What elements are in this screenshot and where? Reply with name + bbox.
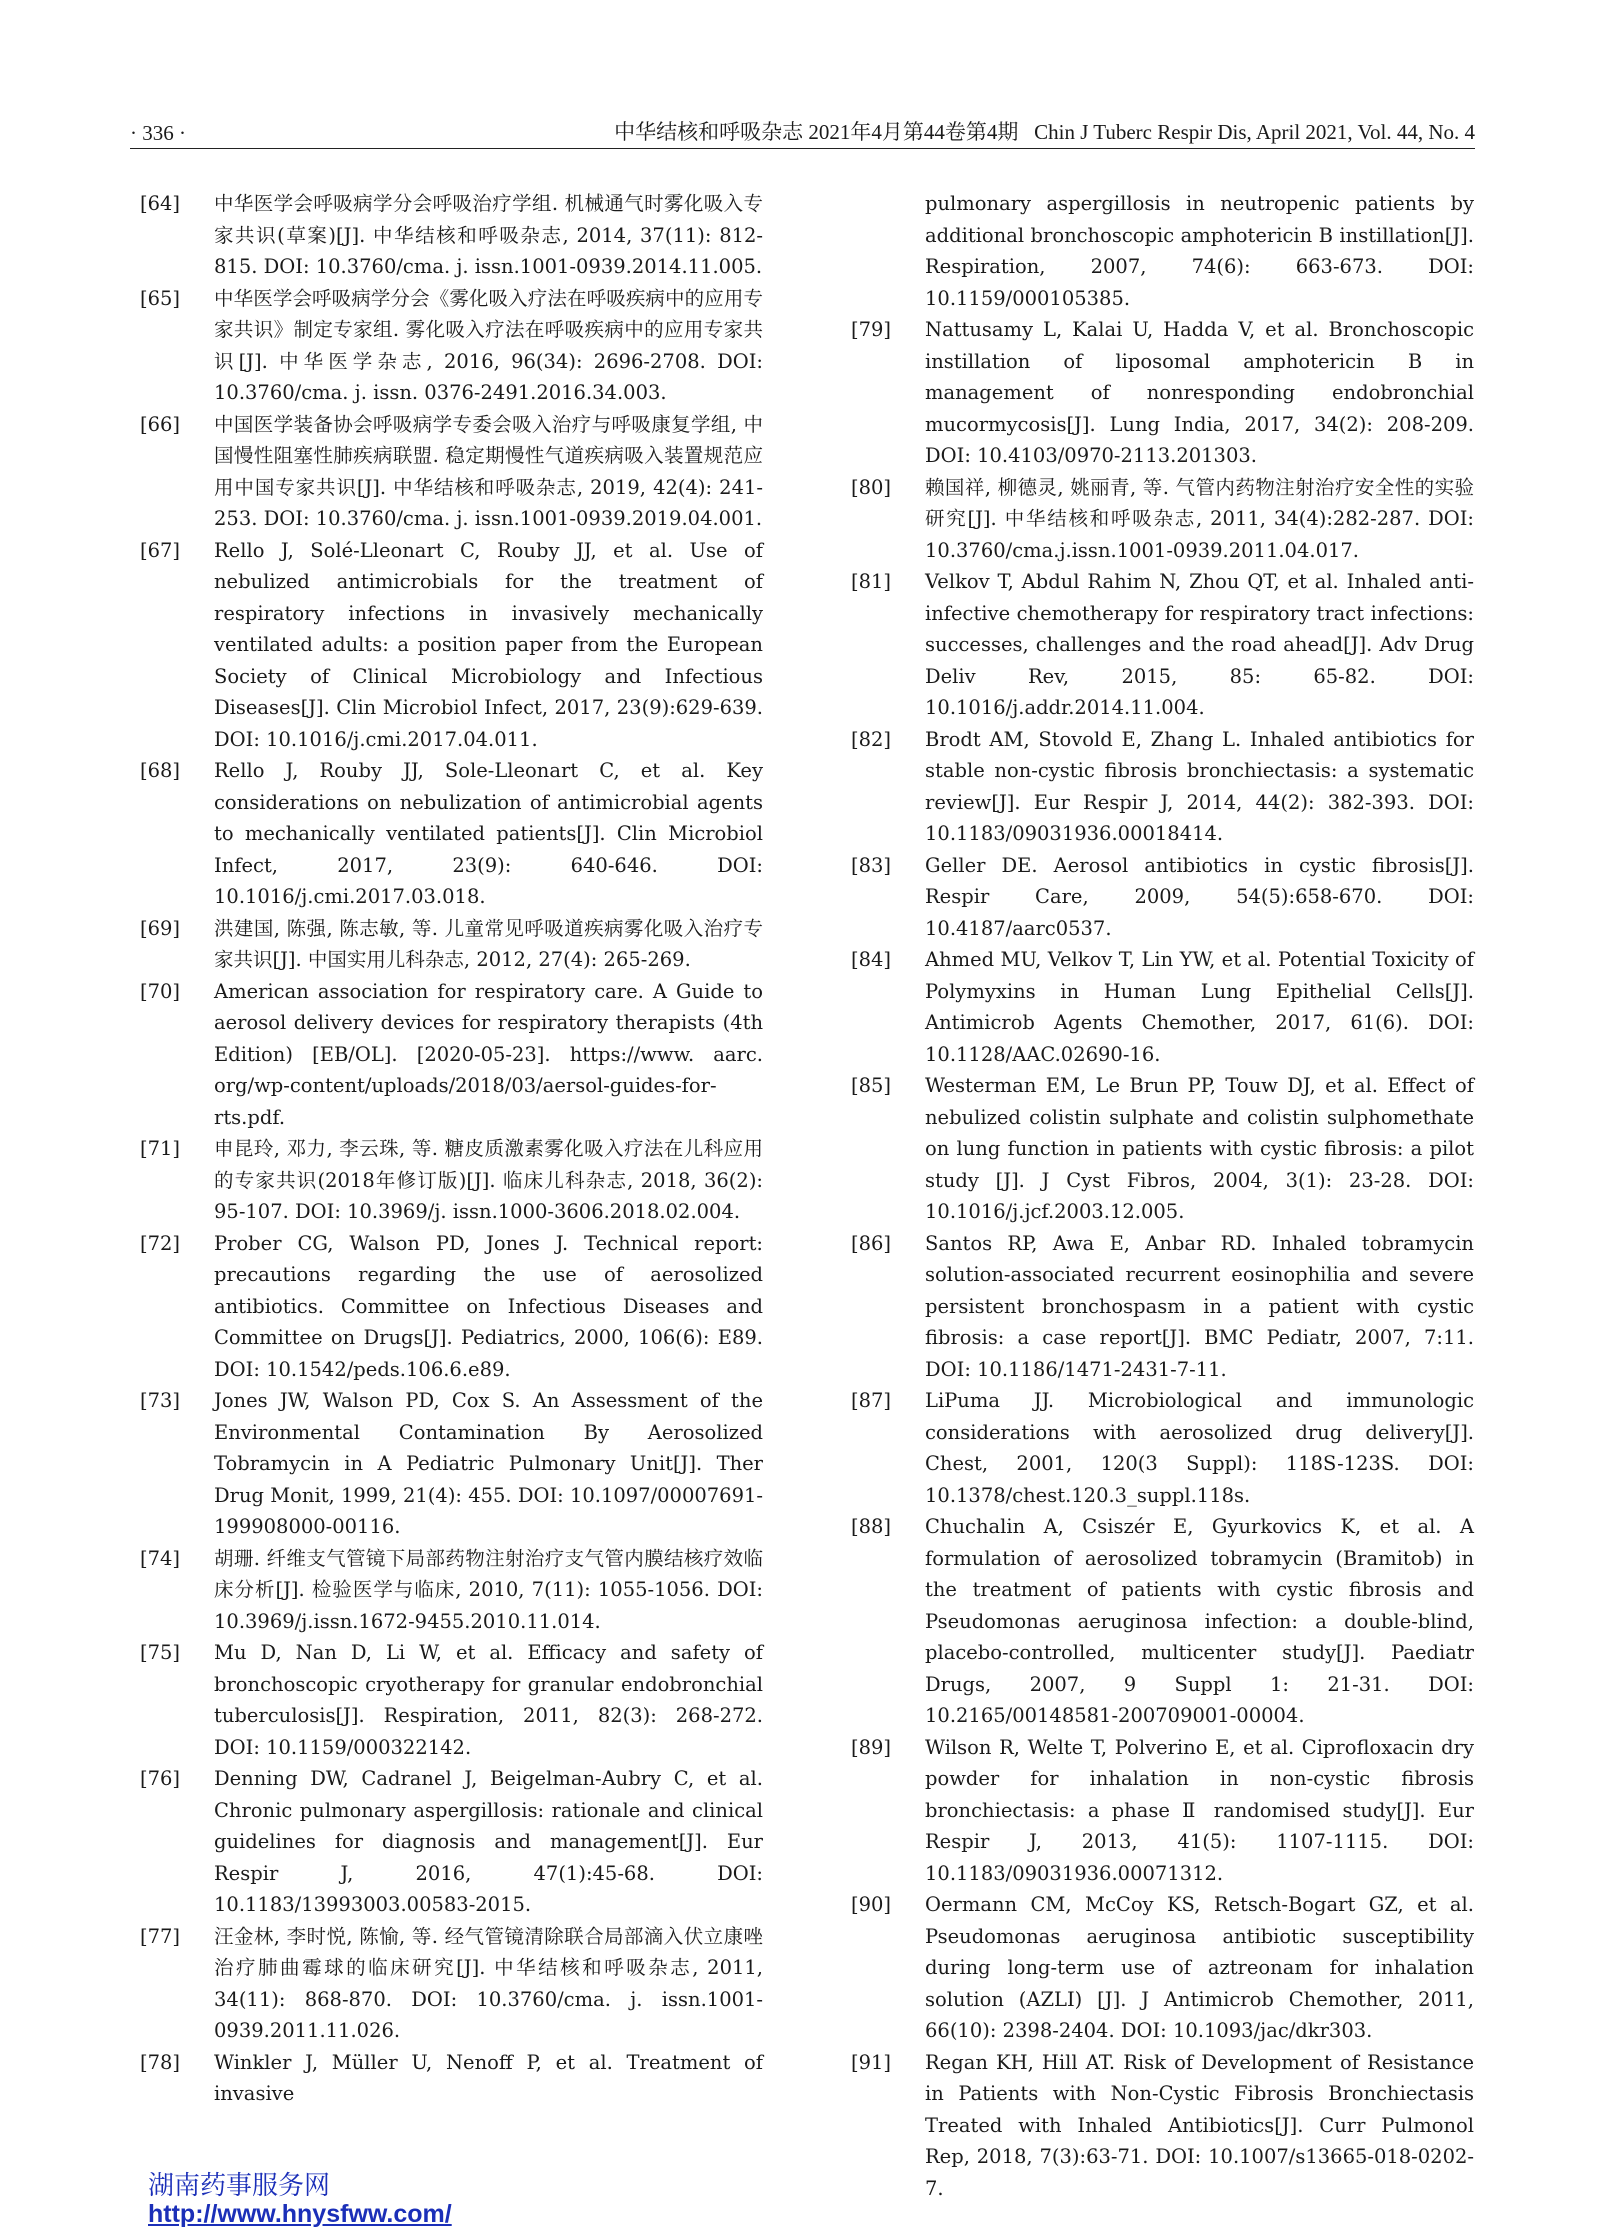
reference-entry bbox=[851, 1511, 1474, 1732]
reference-number: [68] bbox=[140, 759, 181, 782]
reference-number: [79] bbox=[851, 318, 892, 341]
reference-number: [78] bbox=[140, 2050, 181, 2074]
reference-entry bbox=[851, 188, 1474, 314]
footer-site-link[interactable]: http://www.hnysfww.com/ bbox=[148, 2200, 452, 2228]
reference-number: [71] bbox=[140, 1137, 181, 1160]
reference-text: Regan KH, Hill AT. Risk of Development of Resistance in Patients with Non-Cystic Fibrosis Bronchiectasis Treated with Inhaled Antibiotics[J]. Curr Pulmonol Rep, 2018, 7(3):63-71. DOI: 10.1007/s13665-018-0202-7. bbox=[925, 2050, 1474, 2200]
reference-entry bbox=[851, 1385, 1474, 1511]
reference-entry bbox=[140, 1763, 763, 1921]
reference-entry bbox=[851, 1070, 1474, 1228]
references-right-column bbox=[851, 188, 1474, 2204]
reference-text: Chuchalin A, Csiszér E, Gyurkovics K, et al. A formulation of aerosolized tobramycin (Bramitob) in the treatment of patients with cystic fibrosis and Pseudomonas aeruginosa infection: a double-blind, placebo-controlled, multicenter study[J]. Paediatr Drugs, 2007, 9 Suppl 1: 21-31. DOI: 10.2165/00148581-200709001-00004. bbox=[925, 1515, 1474, 1727]
reference-entry bbox=[140, 2047, 763, 2110]
reference-number: [87] bbox=[851, 1389, 892, 1412]
reference-text: Westerman EM, Le Brun PP, Touw DJ, et al. Effect of nebulized colistin sulphate and colistin sulphomethate on lung function in patients with cystic fibrosis: a pilot study [J]. J Cyst Fibros, 2004, 3(1): 23-28. DOI: 10.1016/j.jcf.2003.12.005. bbox=[925, 1074, 1474, 1223]
reference-text: Oermann CM, McCoy KS, Retsch-Bogart GZ, et al. Pseudomonas aeruginosa antibiotic susceptibility during long-term use of aztreonam for inhalation solution (AZLI) [J]. J Antimicrob Chemother, 2011, 66(10): 2398-2404. DOI: 10.1093/jac/dkr303. bbox=[925, 1893, 1474, 2042]
reference-entry bbox=[851, 944, 1474, 1070]
reference-text: Denning DW, Cadranel J, Beigelman-Aubry C, et al. Chronic pulmonary aspergillosis: rationale and clinical guidelines for diagnosis and management[J]. Eur Respir J, 2016, 47(1):45-68. DOI: 10.1183/13993003.00583-2015. bbox=[214, 1767, 763, 1916]
reference-text: Winkler J, Müller U, Nenoff P, et al. Treatment of invasive bbox=[214, 2050, 763, 2105]
header-rule bbox=[130, 148, 1475, 149]
reference-entry bbox=[140, 913, 763, 976]
reference-number: [72] bbox=[140, 1231, 181, 1255]
reference-entry bbox=[851, 850, 1474, 945]
reference-text: 赖国祥, 柳德灵, 姚丽青, 等. 气管内药物注射治疗安全性的实验研究[J]. 中华结核和呼吸杂志, 2011, 34(4):282-287. DOI: 10.3760/cma.j.issn.1001-0939.2011.04.017. bbox=[925, 475, 1474, 562]
reference-text: 洪建国, 陈强, 陈志敏, 等. 儿童常见呼吸道疾病雾化吸入治疗专家共识[J]. 中国实用儿科杂志, 2012, 27(4): 265-269. bbox=[214, 916, 763, 971]
reference-text: 中国医学装备协会呼吸病学专委会吸入治疗与呼吸康复学组, 中国慢性阻塞性肺疾病联盟. 稳定期慢性气道疾病吸入装置规范应用中国专家共识[J]. 中华结核和呼吸杂志, 2019, 42(4): 241-253. DOI: 10.3760/cma. j. issn.1001-0939.2019.04.001. bbox=[214, 412, 763, 530]
reference-number: [65] bbox=[140, 286, 181, 310]
reference-number: [70] bbox=[140, 979, 181, 1003]
reference-entry bbox=[851, 566, 1474, 724]
reference-entry bbox=[851, 2047, 1474, 2205]
reference-text: pulmonary aspergillosis in neutropenic patients by additional bronchoscopic amphotericin B instillation[J]. Respiration, 2007, 74(6): 663-673. DOI: 10.1159/000105385. bbox=[925, 192, 1474, 310]
reference-text: Nattusamy L, Kalai U, Hadda V, et al. Bronchoscopic instillation of liposomal amphotericin B in management of nonresponding endobronchial mucormycosis[J]. Lung India, 2017, 34(2): 208-209. DOI: 10.4103/0970-2113.201303. bbox=[925, 318, 1474, 467]
reference-entry bbox=[140, 1228, 763, 1386]
reference-number: [89] bbox=[851, 1735, 892, 1759]
reference-text: Brodt AM, Stovold E, Zhang L. Inhaled antibiotics for stable non-cystic fibrosis bronchiectasis: a systematic review[J]. Eur Respir J, 2014, 44(2): 382-393. DOI: 10.1183/09031936.00018414. bbox=[925, 727, 1474, 845]
reference-number: [86] bbox=[851, 1231, 892, 1255]
reference-text: Velkov T, Abdul Rahim N, Zhou QT, et al. Inhaled anti-infective chemotherapy for respiratory tract infections: successes, challenges and the road ahead[J]. Adv Drug Deliv Rev, 2015, 85: 65-82. DOI: 10.1016/j.addr.2014.11.004. bbox=[925, 570, 1474, 719]
reference-entry bbox=[851, 1889, 1474, 2047]
reference-number: [82] bbox=[851, 727, 892, 751]
reference-number: [88] bbox=[851, 1515, 892, 1538]
reference-number: [90] bbox=[851, 1893, 892, 1916]
reference-number: [80] bbox=[851, 475, 892, 499]
reference-number: [83] bbox=[851, 853, 892, 877]
reference-text: 申昆玲, 邓力, 李云珠, 等. 糖皮质激素雾化吸入疗法在儿科应用的专家共识(2018年修订版)[J]. 临床儿科杂志, 2018, 36(2): 95-107. DOI: 10.3969/j. issn.1000-3606.2018.02.004. bbox=[214, 1137, 763, 1223]
reference-text: Mu D, Nan D, Li W, et al. Efficacy and safety of bronchoscopic cryotherapy for granular endobronchial tuberculosis[J]. Respiration, 2011, 82(3): 268-272. DOI: 10.1159/000322142. bbox=[214, 1641, 763, 1759]
reference-number: [75] bbox=[140, 1641, 181, 1664]
reference-number: [69] bbox=[140, 916, 181, 940]
reference-number: [76] bbox=[140, 1767, 181, 1790]
reference-entry bbox=[140, 976, 763, 1134]
reference-number: [64] bbox=[140, 192, 181, 215]
reference-entry bbox=[140, 1921, 763, 2047]
reference-number: [67] bbox=[140, 538, 181, 562]
reference-number: [74] bbox=[140, 1546, 181, 1570]
reference-number: [91] bbox=[851, 2050, 892, 2074]
reference-text: Rello J, Solé-Lleonart C, Rouby JJ, et al. Use of nebulized antimicrobials for the treatment of respiratory infections in invasively mechanically ventilated adults: a position paper from the European Society of Clinical Microbiology and Infectious Diseases[J]. Clin Microbiol Infect, 2017, 23(9):629-639. DOI: 10.1016/j.cmi.2017.04.011. bbox=[214, 538, 763, 751]
reference-entry bbox=[140, 283, 763, 409]
reference-number: [66] bbox=[140, 412, 181, 436]
reference-text: Ahmed MU, Velkov T, Lin YW, et al. Potential Toxicity of Polymyxins in Human Lung Epithelial Cells[J]. Antimicrob Agents Chemother, 2017, 61(6). DOI: 10.1128/AAC.02690-16. bbox=[925, 948, 1474, 1066]
reference-entry bbox=[140, 188, 763, 283]
reference-text: Jones JW, Walson PD, Cox S. An Assessment of the Environmental Contamination By Aerosolized Tobramycin in A Pediatric Pulmonary Unit[J]. Ther Drug Monit, 1999, 21(4): 455. DOI: 10.1097/00007691-199908000-00116. bbox=[214, 1389, 763, 1538]
page-number: · 336 · bbox=[130, 121, 186, 145]
reference-text: Santos RP, Awa E, Anbar RD. Inhaled tobramycin solution-associated recurrent eosinophilia and severe persistent bronchospasm in a patient with cystic fibrosis: a case report[J]. BMC Pediatr, 2007, 7:11. DOI: 10.1186/1471-2431-7-11. bbox=[925, 1231, 1474, 1381]
reference-text: American association for respiratory care. A Guide to aerosol delivery devices for respiratory therapists (4th Edition) [EB/OL]. [2020-05-23]. https://www. aarc. org/wp-content/uploads/2018/03/aersol-guides-for-rts.pdf. bbox=[214, 979, 763, 1129]
journal-citation-line: 中华结核和呼吸杂志 2021年4月第44卷第4期 Chin J Tuberc Respir Dis, April 2021, Vol. 44, No. 4 bbox=[614, 120, 1475, 144]
reference-number: [85] bbox=[851, 1074, 892, 1097]
reference-text: Geller DE. Aerosol antibiotics in cystic fibrosis[J]. Respir Care, 2009, 54(5):658-670. DOI: 10.4187/aarc0537. bbox=[925, 853, 1474, 940]
reference-text: 中华医学会呼吸病学分会呼吸治疗学组. 机械通气时雾化吸入专家共识(草案)[J]. 中华结核和呼吸杂志, 2014, 37(11): 812-815. DOI: 10.3760/cma. j. issn.1001-0939.2014.11.005. bbox=[214, 192, 763, 278]
reference-entry bbox=[140, 409, 763, 535]
reference-text: 中华医学会呼吸病学分会《雾化吸入疗法在呼吸疾病中的应用专家共识》制定专家组. 雾化吸入疗法在呼吸疾病中的应用专家共识[J]. 中华医学杂志, 2016, 96(34): 2696-2708. DOI: 10.3760/cma. j. issn. 0376-2491.2016.34.003. bbox=[214, 286, 763, 404]
reference-entry bbox=[851, 314, 1474, 472]
reference-text: LiPuma JJ. Microbiological and immunologic considerations with aerosolized drug delivery[J]. Chest, 2001, 120(3 Suppl): 118S-123S. DOI: 10.1378/chest.120.3_suppl.118s. bbox=[925, 1389, 1474, 1507]
reference-entry bbox=[851, 724, 1474, 850]
footer-site-name: 湖南药事服务网 bbox=[148, 2171, 331, 2201]
reference-entry bbox=[140, 1543, 763, 1638]
reference-entry bbox=[140, 535, 763, 756]
reference-entry bbox=[140, 1637, 763, 1763]
reference-entry bbox=[140, 755, 763, 913]
running-header bbox=[130, 112, 1475, 146]
reference-text: 汪金林, 李时悦, 陈愉, 等. 经气管镜清除联合局部滴入伏立康唑治疗肺曲霉球的临床研究[J]. 中华结核和呼吸杂志, 2011, 34(11): 868-870. DOI: 10.3760/cma. j. issn.1001-0939.2011.11.026. bbox=[214, 1924, 763, 2042]
references-left-column bbox=[140, 188, 763, 2110]
reference-number: [84] bbox=[851, 948, 892, 971]
reference-number: [73] bbox=[140, 1389, 181, 1412]
reference-text: 胡珊. 纤维支气管镜下局部药物注射治疗支气管内膜结核疗效临床分析[J]. 检验医学与临床, 2010, 7(11): 1055-1056. DOI: 10.3969/j.issn.1672-9455.2010.11.014. bbox=[214, 1546, 763, 1633]
reference-entry bbox=[851, 472, 1474, 567]
reference-entry bbox=[140, 1385, 763, 1543]
reference-text: Prober CG, Walson PD, Jones J. Technical report: precautions regarding the use of aerosolized antibiotics. Committee on Infectious Diseases and Committee on Drugs[J]. Pediatrics, 2000, 106(6): E89. DOI: 10.1542/peds.106.6.e89. bbox=[214, 1231, 763, 1381]
reference-entry bbox=[851, 1228, 1474, 1386]
reference-text: Wilson R, Welte T, Polverino E, et al. Ciprofloxacin dry powder for inhalation in non-cystic fibrosis bronchiectasis: a phase Ⅱ randomised study[J]. Eur Respir J, 2013, 41(5): 1107-1115. DOI: 10.1183/09031936.00071312. bbox=[925, 1735, 1474, 1885]
reference-entry bbox=[851, 1732, 1474, 1890]
reference-number: [81] bbox=[851, 570, 892, 593]
reference-entry bbox=[140, 1133, 763, 1228]
reference-number: [77] bbox=[140, 1924, 181, 1948]
reference-text: Rello J, Rouby JJ, Sole-Lleonart C, et al. Key considerations on nebulization of antimicrobial agents to mechanically ventilated patients[J]. Clin Microbiol Infect, 2017, 23(9): 640-646. DOI: 10.1016/j.cmi.2017.03.018. bbox=[214, 759, 763, 908]
